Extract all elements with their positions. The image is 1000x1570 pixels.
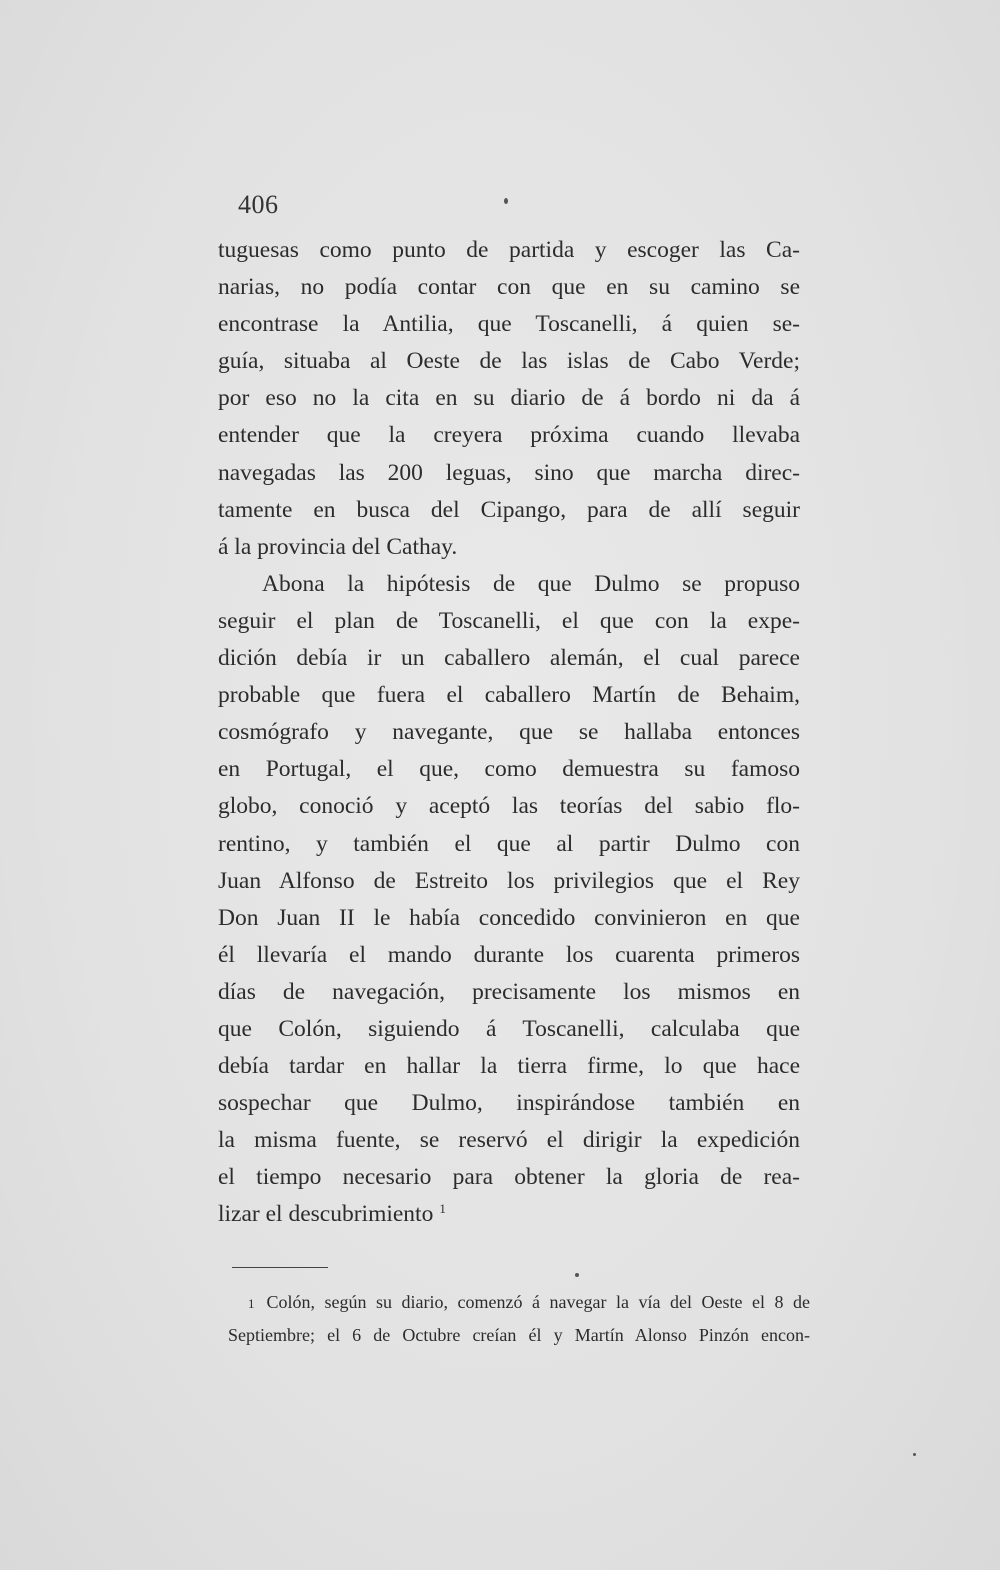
text-line: que Colón, siguiendo á Toscanelli, calculaba que [218, 1015, 800, 1042]
text-line: entender que la creyera próxima cuando llevaba [218, 422, 800, 449]
text-line: narias, no podía contar con que en su camino se [218, 274, 800, 301]
footnote-divider [232, 1267, 328, 1268]
body-text [218, 232, 800, 1234]
text-line: cosmógrafo y navegante, que se hallaba entonces [218, 719, 800, 746]
text-line: Juan Alfonso de Estreito los privilegios que el Rey [218, 867, 800, 894]
text-line: guía, situaba al Oeste de las islas de Cabo Verde; [218, 348, 800, 375]
text-line: sospechar que Dulmo, inspirándose también en [218, 1090, 800, 1117]
footnote-text: Colón, según su diario, comenzó á navegar la vía del Oeste el 8 de [266, 1292, 810, 1312]
text-line: por eso no la cita en su diario de á bordo ni da á [218, 385, 800, 412]
text-line: la misma fuente, se reservó el dirigir la expedición [218, 1127, 800, 1154]
paper-speck [504, 198, 508, 204]
text-line: él llevaría el mando durante los cuarenta primeros [218, 941, 800, 968]
paper-speck [575, 1273, 579, 1277]
text-line: encontrase la Antilia, que Toscanelli, á quien se- [218, 311, 800, 338]
text-line: el tiempo necesario para obtener la gloria de rea- [218, 1164, 800, 1191]
text-line-with-footnote-ref [218, 1196, 800, 1233]
text-line: probable que fuera el caballero Martín de Behaim, [218, 682, 800, 709]
paragraph-start-line: Abona la hipótesis de que Dulmo se propuso [262, 570, 800, 597]
text-line: á la provincia del Cathay. [218, 533, 458, 560]
text-line: seguir el plan de Toscanelli, el que con la expe- [218, 607, 800, 634]
footnote-reference[interactable]: 1 [439, 1200, 446, 1216]
text-line-content: lizar el descubrimiento [218, 1201, 434, 1228]
footnote-marker: 1 [248, 1296, 255, 1311]
text-line: en Portugal, el que, como demuestra su famoso [218, 756, 800, 783]
paper-speck [913, 1453, 916, 1456]
text-line: Don Juan II le había concedido convinieron en que [218, 904, 800, 931]
text-line: rentino, y también el que al partir Dulmo con [218, 830, 800, 857]
text-line: dición debía ir un caballero alemán, el cual parece [218, 645, 800, 672]
text-line: navegadas las 200 leguas, sino que marcha direc- [218, 459, 800, 486]
text-line: tamente en busca del Cipango, para de allí seguir [218, 496, 800, 523]
footnote-line [228, 1286, 810, 1319]
text-line: días de navegación, precisamente los mismos en [218, 978, 800, 1005]
text-line: globo, conoció y aceptó las teorías del sabio flo- [218, 793, 800, 820]
footnote [228, 1286, 810, 1352]
text-line: debía tardar en hallar la tierra firme, lo que hace [218, 1053, 800, 1080]
page-number: 406 [238, 190, 279, 219]
text-line: tuguesas como punto de partida y escoger las Ca- [218, 237, 800, 263]
footnote-line: Septiembre; el 6 de Octubre creían él y Martín Alonso Pinzón encon- [228, 1325, 810, 1345]
